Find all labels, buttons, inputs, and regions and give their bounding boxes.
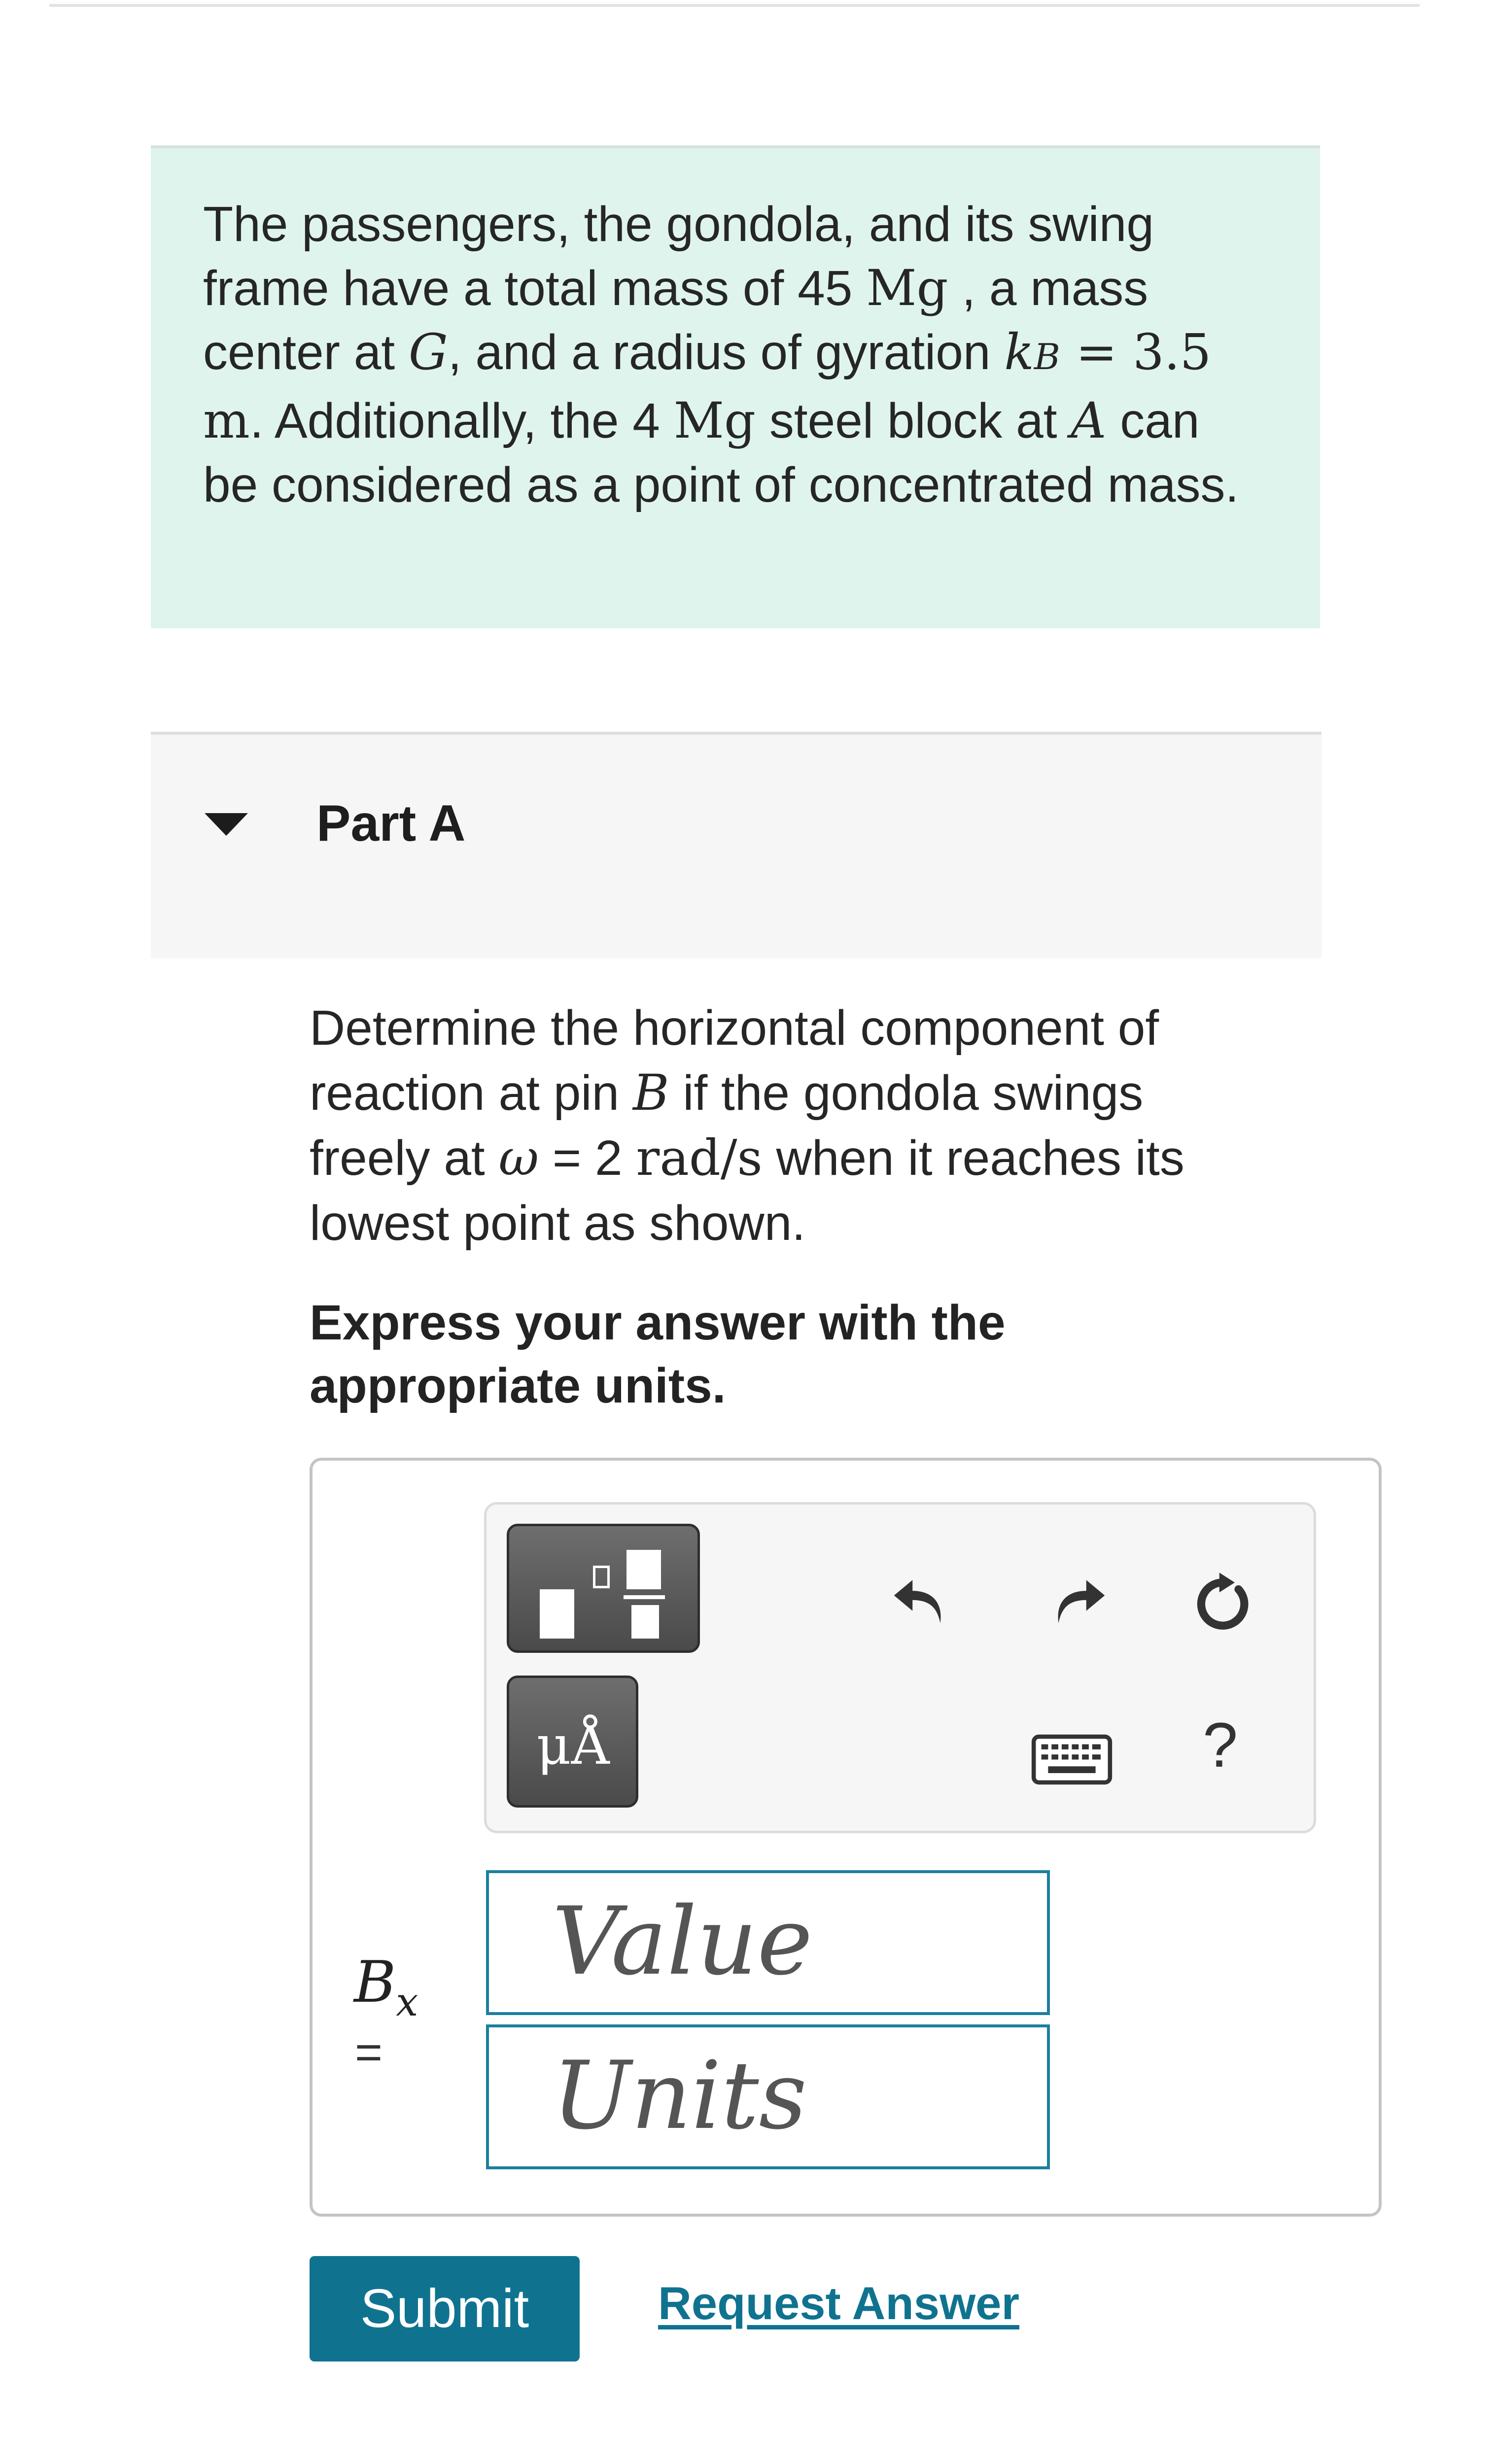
submit-button[interactable]: Submit — [310, 2256, 580, 2361]
collapse-triangle-icon[interactable] — [205, 813, 248, 836]
value-input[interactable] — [486, 1870, 1050, 2015]
keyboard-icon[interactable] — [1031, 1734, 1113, 1785]
part-a-instructions: Express your answer with the appropriate units. — [310, 1295, 1006, 1413]
reset-icon[interactable] — [1185, 1567, 1259, 1641]
problem-intro-text: The passengers, the gondola, and its swing frame have a total mass of 45 Mg , a mass center at G, and a radius of gyration kB = 3.5 m. Additionally, the 4 Mg steel block at A can be considered as a point of concentrated mass. — [203, 197, 1239, 513]
help-icon[interactable]: ? — [1203, 1710, 1238, 1780]
top-divider — [49, 4, 1420, 7]
redo-icon[interactable] — [1040, 1565, 1114, 1639]
units-icon: μÅ — [536, 1715, 610, 1777]
equals-sign: = — [355, 2026, 383, 2079]
request-answer-link[interactable]: Request Answer — [658, 2277, 1020, 2329]
part-a-question: Determine the horizontal component of reaction at pin B if the gondola swings freely at ω = 2 rad/s when it reaches its lowest point as shown. — [310, 1000, 1184, 1251]
templates-button[interactable] — [507, 1524, 700, 1653]
units-input[interactable] — [486, 2024, 1050, 2169]
undo-icon[interactable] — [885, 1565, 959, 1639]
variable-label: $B_x$ — [354, 1949, 418, 2025]
part-a-title: Part A — [316, 795, 466, 852]
value-placeholder: Value — [552, 1887, 813, 1996]
units-placeholder: Units — [552, 2041, 807, 2150]
